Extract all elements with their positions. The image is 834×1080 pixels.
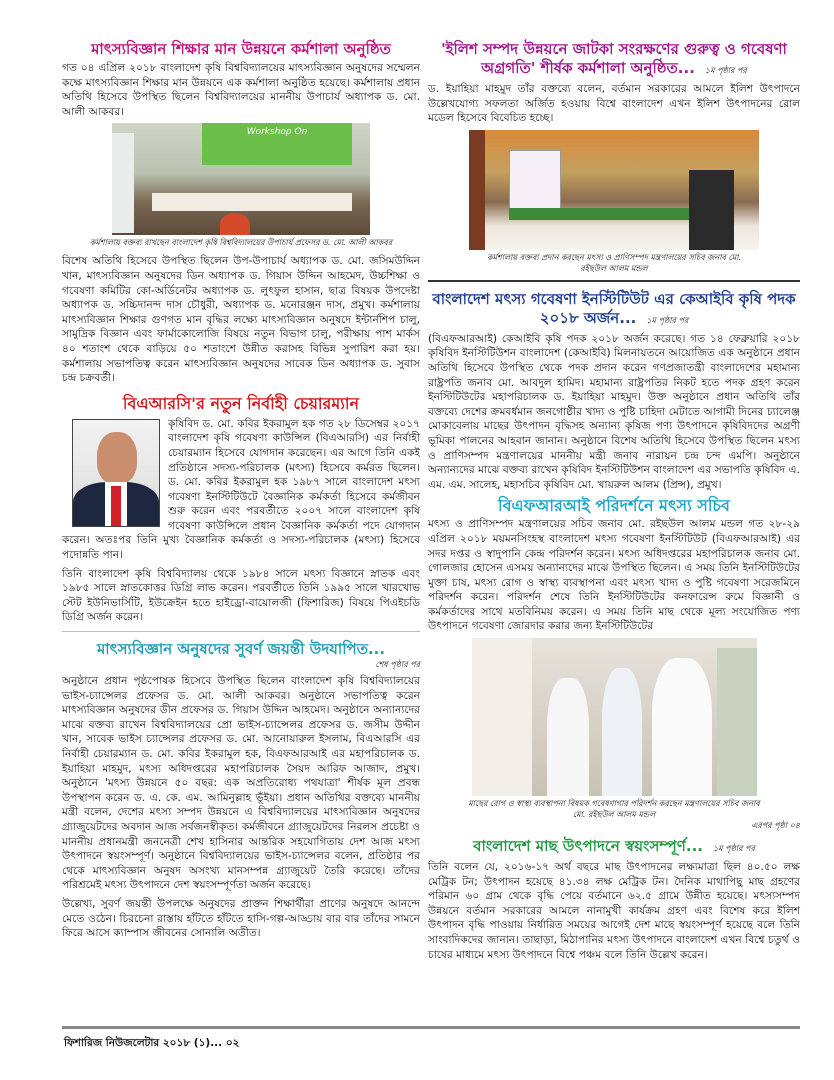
continued-note: ১ম পৃষ্ঠার পর bbox=[646, 315, 689, 325]
article-bfri-visit bbox=[428, 496, 800, 833]
article-title: বিএফআরআই পরিদর্শনে মৎস্য সচিব bbox=[498, 496, 730, 516]
article-hilsa-workshop bbox=[428, 40, 800, 282]
article-kib-award bbox=[428, 290, 800, 493]
continued-note: ১ম পৃষ্ঠার পর bbox=[712, 844, 755, 854]
article-paragraph: বিশেষ অতিথি হিসেবে উপস্থিত ছিলেন উপ-উপাচার্য অধ্যাপক ড. মো. জসিমউদ্দিন খান, মাৎস্যবিজ্ঞান অনুষদের ডিন অধ্যাপক ড. গিয়াস উদ্দিন আহমেদ, উচ্চশিক্ষা ও গবেষণা কমিটির কো-অর্ডিনেটর অধ্যাপক ড. লুৎফুল হাসান, ছাত্র বিষয়ক উপদেষ্টা অধ্যাপক ড. সচ্চিদানন্দ দাস চৌধুরী, অধ্যাপক ড. মনোরঞ্জন দাস, প্রমুখ। কর্মশালায় মাৎস্যবিজ্ঞান শিক্ষার গুণগত মান বৃদ্ধির লক্ষ্যে মাৎস্যবিজ্ঞান অনুষদে ইন্টার্নশিপ চালু, সামুদ্রিক বিজ্ঞান এবং ফার্মাকোলোজি বিষয়ে নতুন বিভাগ চালু, পরীক্ষায় পাশ মার্কস ৪০ শতাংশ থেকে বাড়িয়ে ৫০ শতাংশে উন্নীত করাসহ বিভিন্ন সুপারিশ করা হয়। কর্মশালায় সভাপতিত্ব করেন মাৎস্যবিজ্ঞান অনুষদের সাবেক ডিন অধ্যাপক ড. সুবাস চন্দ্র চক্রবর্তী। bbox=[62, 255, 420, 385]
article-title: মাৎস্যবিজ্ঞান অনুষদের সুবর্ণ জয়ন্তী উদযাপিত... bbox=[96, 640, 386, 659]
article-paragraph: অনুষ্ঠানে প্রধান পৃষ্ঠপোষক হিসেবে উপস্থিত ছিলেন বাংলাদেশ কৃষি বিশ্ববিদ্যালয়ের ভাইস-চ্যান্সেলর প্রফেসর ড. মো. আলী আকবর। অনুষ্ঠানে সভাপতিত্ব করেন মাৎস্যবিজ্ঞান অনুষদের ডীন প্রফেসর ড. গিয়াস উদ্দিন আহমেদ। অনুষ্ঠানে অন্যান্যদের মাঝে বক্তব্য রাখেন বিশ্ববিদ্যালয়ের প্রো ভাইস-চ্যান্সেলর প্রফেসর ড. জসীম উদ্দীন খান, সাবেক ভাইস চ্যান্সেলর প্রফেসর ড. মো. আনোয়ারুল ইসলাম, বিএআরসি এর নির্বাহী চেয়ারম্যান ড. মো. কবির ইকরামুল হক, বিএফআরআই এর মহাপরিচালক ড. ইয়াহিয়া মাহমুদ, মৎস্য অধিদপ্তরের মহাপরিচালক সৈয়দ আরিফ আজাদ, প্রমুখ। অনুষ্ঠানে 'মৎস্য উন্নয়নে ৫০ বছর: এক অপ্রতিরোধ্য পথযাত্রা' শীর্ষক মূল প্রবন্ধ উপস্থাপন করেন ড. এ. কে. এম. আমিনুল্লাহ ভূঁইয়া। প্রধান অতিথির বক্তব্যে মাননীয় মন্ত্রী বলেন, দেশের মৎস্য সম্পদ উন্নয়নে এ বিশ্ববিদ্যালয়ের মাৎস্যবিজ্ঞান অনুষদের গ্র্যাজুয়েটদের অবদান আজ সর্বজনস্বীকৃত। কর্মজীবনে গ্র্যাজুয়েটদের নিরলস প্রচেষ্টা ও মাননীয় প্রধানমন্ত্রী জননেত্রী শেখ হাসিনার আন্তরিক সহযোগিতায় দেশ আজ মৎস্য উৎপাদনে স্বয়ংসম্পূর্ণ। অনুষ্ঠানে বিশ্ববিদ্যালয়ের ভাইস-চ্যান্সেলর বলেন, প্রতিষ্ঠার পর থেকে মাৎস্যবিজ্ঞান অনুষদ অসংখ্য মানসম্পন্ন গ্র্যাজুয়েট তৈরি করেছে। তাঁদের পরিশ্রমেই মৎস্য উৎপাদনে দেশ স্বয়ংসম্পূর্ণতা অর্জন করেছে। bbox=[62, 675, 420, 892]
article-title bbox=[428, 290, 800, 330]
hilsa-workshop-photo bbox=[469, 130, 759, 250]
article-paragraph: মৎস্য ও প্রাণিসম্পদ মন্ত্রণালয়ের সচিব জনাব মো. রইছউল আলম মন্ডল গত ২৮-২৯ এপ্রিল ২০১৮ ময়মনসিংহস্থ বাংলাদেশ মৎস্য গবেষণা ইনস্টিটিউট (বিএফআরআই) এর সদর দপ্তর ও স্বাদুপানি কেন্দ্র পরিদর্শন করেন। মৎস্য অধিদপ্তরের মহাপরিচালক জনাব মো. গোলজার হোসেন এসময় অন্যান্যদের মাঝে উপস্থিত ছিলেন। এ সময় তিনি ইনস্টিটিউটের মুক্তা চাষ, মৎস্য রোগ ও স্বাস্থ্য ব্যবস্থাপনা এবং মৎস্য খাদ্য ও পুষ্টি গবেষণা সরেজমিনে পরিদর্শন করেন। পরিদর্শন শেষে তিনি ইনস্টিটিউটের কনফারেন্স রুমে বিজ্ঞানী ও কর্মকর্তাদের সাথে মতবিনিময় করেন। এ সময় তিনি মাছ থেকে মূল্য সংযোজিত পণ্য উৎপাদনে গবেষণা জোরদার করার জন্য ইনস্টিটিউটের bbox=[428, 518, 800, 633]
photo-caption: কর্মশালায় বক্তব্য রাখছেন বাংলাদেশ কৃষি বিশ্ববিদ্যালয়ের উপাচার্য প্রফেসর ড. মো. আলী আকবর bbox=[89, 238, 393, 248]
next-page-note: এরপর পৃষ্ঠা ০৪ bbox=[751, 821, 800, 831]
article-golden-jubilee bbox=[62, 640, 420, 941]
article-paragraph: তিনি বলেন যে, ২০১৬-১৭ অর্থ বছরে মাছ উৎপাদনের লক্ষ্যমাত্রা ছিল ৪০.৫০ লক্ষ মেট্রিক টন; উৎপাদন হয়েছে ৪১.৩৪ লক্ষ মেট্রিক টন। দৈনিক মাথাপিছু মাছ গ্রহণের পরিমান ৬০ গ্রাম থেকে বৃদ্ধি পেয়ে বর্তমানে ৬২.৫ গ্রামে উন্নীত হয়েছে। মৎস্যসম্পদ উন্নয়নে বর্তমান সরকারের আমলে নানামুখী কার্যক্রম গ্রহণ এবং বিশেষ করে ইলিশ উৎপাদন বৃদ্ধি পাওয়ায় নির্ধারিত সময়ের আগেই দেশ মাছে স্বয়ংসম্পূর্ণ হয়েছে বলে তিনি সাংবাদিকদের জানান। তাছাড়া, মিঠাপানির মৎস্য উৎপাদনে বাংলাদেশ এখন বিশ্বে চতুর্থ ও চাষের মাধ্যমে মৎস্য উৎপাদনে বিশ্বে পঞ্চম বলে তিনি উল্লেখ করেন। bbox=[428, 861, 800, 961]
continued-note: ১ম পৃষ্ঠার পর bbox=[704, 66, 747, 75]
photo-caption: কর্মশালায় বক্তব্য প্রদান করছেন মৎস্য ও প্রাণিসম্পদ মন্ত্রণালয়ের সচিব জনাব মো. রইছউল আলম মন্ডল bbox=[486, 252, 742, 273]
photo-caption: মাছের রোগ ও স্বাস্থ্য ব্যবস্থাপনা বিষয়ক গবেষণাগার পরিদর্শন করছেন মন্ত্রণালয়ের সচিব জনাব মো. রইছউল আলম মন্ডল bbox=[468, 799, 760, 820]
article-paragraph: কৃষিবিদ ড. মো. কবির ইকরামুল হক গত ২৮ ডিসেম্বর ২০১৭ বাংলাদেশ কৃষি গবেষণা কাউন্সিল (বিএআরসি) এর নির্বাহী চেয়ারম্যান হিসেবে যোগদান করেছেন। এর আগে তিনি একই প্রতিষ্ঠানে সদস্য-পরিচালক (মৎস্য) হিসেবে কর্মরত ছিলেন। ড. মো. কবির ইকরামুল হক ১৯৮৭ সালে বাংলাদেশ মৎস্য গবেষণা ইনস্টিটিউটে বৈজ্ঞানিক কর্মকর্তা হিসেবে কর্মজীবন শুরু করেন এবং পরবর্তীতে ২০০৭ সালে বাংলাদেশ কৃষি গবেষণা কাউন্সিলে প্রধান বৈজ্ঞানিক কর্মকর্তা পদে যোগদান করেন। অতঃপর তিনি মুখ্য বৈজ্ঞানিক কর্মকর্তা ও সদস্য-পরিচালক (মৎস্য) হিসেবে পদোন্নতি পান। bbox=[62, 417, 420, 562]
article-title-text: বাংলাদেশ মৎস্য গবেষণা ইনস্টিটিউট এর কেআইবি কৃষি পদক ২০১৮ অর্জন... bbox=[432, 289, 796, 327]
article-paragraph: তিনি বাংলাদেশ কৃষি বিশ্ববিদ্যালয় থেকে ১৯৮৪ সালে মৎস্য বিজ্ঞানে স্নাতক এবং ১৯৮৫ সালে স্নাতকোত্তর ডিগ্রি লাভ করেন। পরবর্তীতে তিনি ১৯৯৫ সালে খারখোভ স্টেট ইউনিভার্সিটি, ইউক্রেইন হতে হাইড্রো-বায়োলজী (ফিশারিজ) বিষয়ে পিএইচডি ডিগ্রি অর্জন করেন। bbox=[62, 567, 420, 624]
article-title-text: বাংলাদেশ মাছ উৎপাদনে স্বয়ংসম্পূর্ণ... bbox=[473, 837, 703, 856]
article-paragraph: গত ০৪ এপ্রিল ২০১৮ বাংলাদেশ কৃষি বিশ্ববিদ্যালয়ের মাৎস্যবিজ্ঞান অনুষদের সম্মেলন কক্ষে মাৎস্যবিজ্ঞান শিক্ষার মান উন্নয়নে এক কর্মশালা অনুষ্ঠিত হয়েছে। কর্মশালায় প্রধান অতিথি হিসেবে উপস্থিত ছিলেন বিশ্ববিদ্যালয়ের মাননীয় উপাচার্য অধ্যাপক ড. মো. আলী আকবর। bbox=[62, 62, 420, 118]
right-column bbox=[428, 40, 800, 966]
article-title bbox=[428, 40, 800, 80]
article-fish-self-sufficiency bbox=[428, 837, 800, 962]
article-paragraph: (বিএফআরআই) কেআইবি কৃষি পদক ২০১৮ অর্জন করেছে। গত ১৪ ফেব্রুয়ারি ২০১৮ কৃষিবিদ ইনস্টিটিউশন বাংলাদেশ (কেআইবি) মিলনায়তনে আয়োজিত এক অনুষ্ঠানে প্রধান অতিথি হিসেবে উপস্থিত থেকে পদক প্রদান করেন গণপ্রজাতন্ত্রী বাংলাদেশের মহামান্য রাষ্ট্রপতি জনাব মো. আবদুল হামিদ। মহামান্য রাষ্ট্রপতির নিকট হতে পদক গ্রহণ করেন ইনস্টিটিউটের মহাপরিচালক ড. ইয়াহিয়া মাহমুদ। উক্ত অনুষ্ঠানে প্রধান অতিথি তাঁর বক্তব্যে দেশের ক্রমবর্ধমান জনগোষ্ঠীর খাদ্য ও পুষ্টি চাহিদা মেটাতে আগামী দিনের চ্যালেঞ্জ মোকাবেলায় মাছের উৎপাদন বৃদ্ধিসহ অন্যান্য কৃষিজ পণ্য উৎপাদনে কৃষিবিদদের অগ্রণী ভূমিকা পালনের আহবান জানান। অনুষ্ঠানে বিশেষ অতিথি হিসেবে উপস্থিত ছিলেন মৎস্য ও প্রাণিসম্পদ মন্ত্রণালয়ের মাননীয় মন্ত্রী জনাব নারায়ন চন্দ্র চন্দ এমপি। অনুষ্ঠানে অন্যান্যদের মাঝে বক্তব্য রাখেন কৃষিবিদ ইনস্টিটিউশন বাংলাদেশ এর সভাপতি কৃষিবিদ এ. এম. এম. সালেহ, মহাসচিব কৃষিবিদ মো. খায়রুল আলম (প্রিন্স), প্রমুখ। bbox=[428, 332, 800, 491]
chairman-portrait bbox=[72, 419, 160, 527]
article-title bbox=[428, 837, 800, 858]
left-column bbox=[62, 40, 420, 945]
article-paragraph: উল্লেখ্য, সুবর্ণ জয়ন্তী উপলক্ষে অনুষদের প্রাক্তন শিক্ষার্থীরা প্রাণের অনুষদে আনন্দে মেতে ওঠেন। চিরচেনা রাস্তায় হাঁটতে হাঁটতে হাসি-গল্প-আড্ডায় বার বার তাঁদের সামনে ফিরে আসে ক্যাম্পাস জীবনের সোনালি অতীত। bbox=[62, 897, 420, 940]
article-paragraph: ড. ইয়াহিয়া মাহমুদ তাঁর বক্তব্যে বলেন, বর্তমান সরকারের আমলে ইলিশ উৎপাদনে উল্লেখযোগ্য সফলতা অর্জিত হওয়ায় বিশ্বে বাংলাদেশ এখন ইলিশ উৎপাদনের রোল মডেল হিসেবে বিবেচিত হচ্ছে। bbox=[428, 83, 800, 125]
article-workshop-education bbox=[62, 40, 420, 386]
article-title-text: 'ইলিশ সম্পদ উন্নয়নে জাটকা সংরক্ষণের গুরুত্ব ও গবেষণা অগ্রগতি' শীর্ষক কর্মশালা অনুষ্ঠিত... bbox=[441, 40, 787, 77]
article-title: বিএআরসি'র নতুন নির্বাহী চেয়ারম্যান bbox=[122, 393, 360, 413]
continued-note: শেষ পৃষ্ঠার পর bbox=[375, 660, 420, 670]
divider bbox=[428, 280, 800, 282]
article-barc-chairman bbox=[62, 394, 420, 632]
divider bbox=[62, 631, 420, 632]
footer-page-label: ফিশারিজ নিউজলেটার ২০১৮ (১)... ০২ bbox=[64, 1037, 240, 1049]
article-title: মাৎস্যবিজ্ঞান শিক্ষার মান উন্নয়নে কর্মশালা অনুষ্ঠিত bbox=[91, 40, 391, 58]
workshop-banner: Workshop On bbox=[202, 123, 352, 165]
footer-divider bbox=[62, 1026, 800, 1029]
lab-visit-photo bbox=[472, 638, 757, 796]
workshop-photo bbox=[112, 123, 370, 235]
